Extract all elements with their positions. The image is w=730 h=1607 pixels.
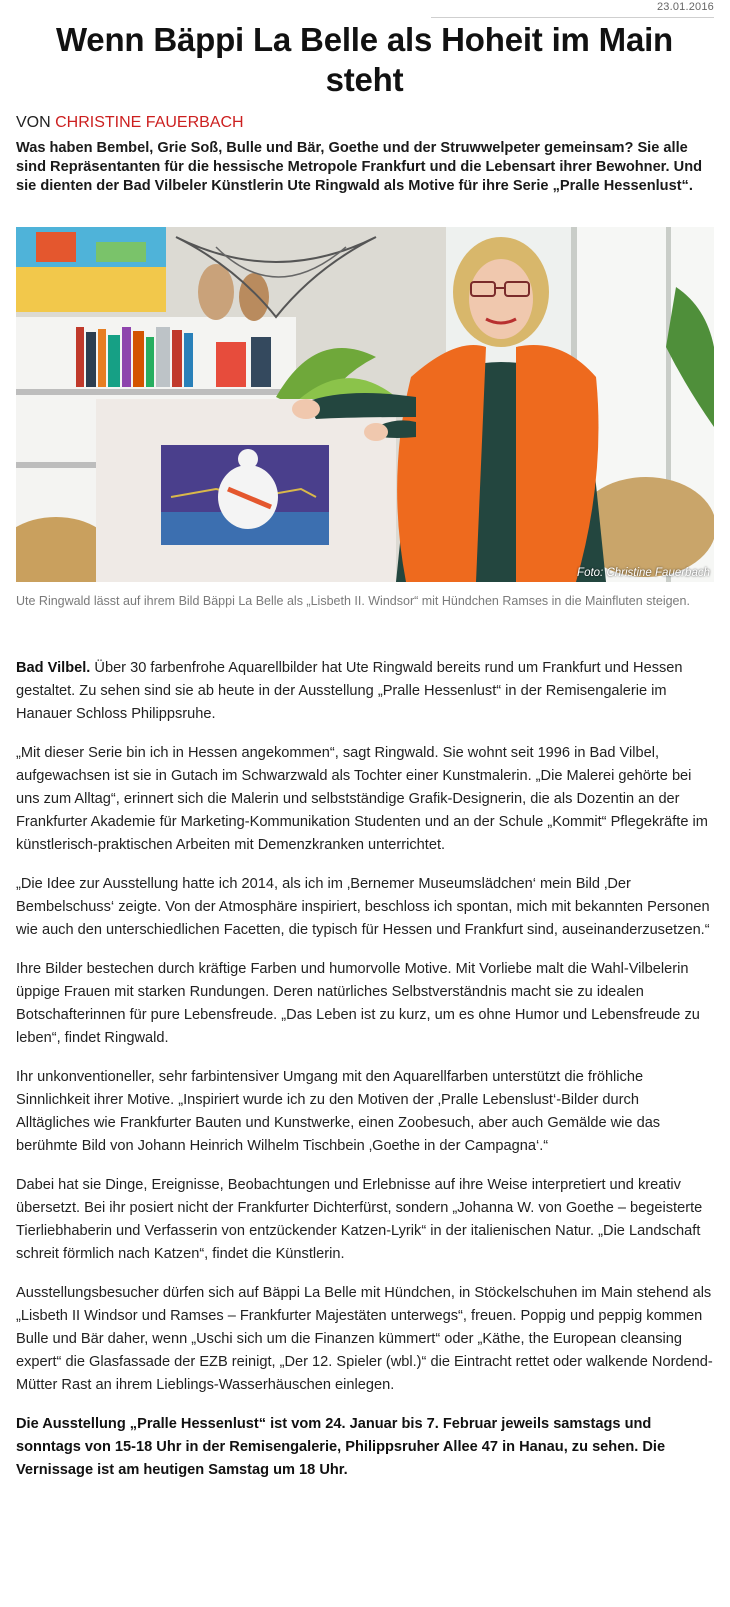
- body-paragraph-1: [16, 657, 713, 726]
- article-lead: Was haben Bembel, Grie Soß, Bulle und Bär, Goethe und der Struwwelpeter gemeinsam? Sie alle sind Repräsentanten für die hessische Metropole Frankfurt und die Lebensart ihrer Bewohner. Und sie dienten der Bad Vilbeler Künstlerin Ute Ringwald als Motive für ihre Serie „Pralle Hessenlust“.: [16, 140, 703, 194]
- body-paragraph-5: Ihr unkonventioneller, sehr farbintensiver Umgang mit den Aquarellfarben unterstützt die fröhliche Sinnlichkeit ihrer Motive. „Inspiriert wurde ich zu den Motiven der ‚Pralle Lebenslust‘-Bilder durch Alltägliches wie Frankfurter Bauten und Kunstwerke, einen Zoobesuch, aber auch Gemälde wie das berühmte Bild von Johann Heinrich Wilhelm Tischbein ‚Goethe in der Campagna‘.“: [16, 1069, 661, 1154]
- article-photo[interactable]: [16, 227, 714, 582]
- body-paragraph-1-text: Über 30 farbenfrohe Aquarellbilder hat Ute Ringwald bereits rund um Frankfurt und Hessen gestaltet. Zu sehen sind sie ab heute in der Ausstellung „Pralle Hessenlust“ in der Remisengalerie im Hanauer Schloss Philippsruhe.: [16, 660, 683, 722]
- byline-prefix: VON: [16, 114, 56, 131]
- dateline: Bad Vilbel.: [16, 660, 91, 676]
- photo-illustration: [16, 227, 714, 582]
- closing-info: Die Ausstellung „Pralle Hessenlust“ ist vom 24. Januar bis 7. Februar jeweils samstags und sonntags von 15-18 Uhr in der Remisengalerie, Philippsruher Allee 47 in Hanau, zu sehen. Die Vernissage ist am heutigen Samstag um 18 Uhr.: [16, 1416, 666, 1478]
- byline: [16, 113, 244, 133]
- body-paragraph-4: Ihre Bilder bestechen durch kräftige Farben und humorvolle Motive. Mit Vorliebe malt die Wahl-Vilbelerin üppige Frauen mit starken Rundungen. Deren natürliches Selbstverständnis macht sie zu idealen Botschafterinnen für pure Lebensfreude. „Das Leben ist zu kurz, um es ohne Humor und Lebensfreude zu leben“, findet Ringwald.: [16, 961, 700, 1046]
- article-headline: Wenn Bäppi La Belle als Hoheit im Main steht: [55, 21, 674, 98]
- publish-date: 23.01.2016: [656, 1, 714, 13]
- photo-credit: Foto: Christine Fauerbach: [577, 567, 710, 579]
- body-paragraph-7: Ausstellungsbesucher dürfen sich auf Bäppi La Belle mit Hündchen, in Stöckelschuhen im Main stehend als „Lisbeth II Windsor und Ramses – Frankfurter Majestäten unterwegs“, freuen. Poppig und peppig kommen Bulle und Bär daher, wenn „Uschi sich um die Finanzen kümmert“ oder „Käthe, the European cleansing expert“ die Glasfassade der EZB reinigt, „Der 12. Spieler (wbl.)“ die Eintracht rettet oder walkende Nordend-Mütter Rast an ihrem Lieblings-Wasserhäuschen einlegen.: [16, 1285, 713, 1393]
- article-body: [16, 657, 713, 1498]
- body-paragraph-6: Dabei hat sie Dinge, Ereignisse, Beobachtungen und Erlebnisse auf ihre Weise interpretiert und kreativ übersetzt. Bei ihr posiert nicht der Frankfurter Dichterfürst, sondern „Johanna W. von Goethe – begeisterte Tierliebhaberin und Verfasserin von entzückender Katzen-Lyrik“ in der italienischen Natur. „Die Landschaft schreit förmlich nach Katzen“, findet die Künstlerin.: [16, 1177, 703, 1262]
- body-paragraph-2: „Mit dieser Serie bin ich in Hessen angekommen“, sagt Ringwald. Sie wohnt seit 1996 in Bad Vilbel, aufgewachsen ist sie in Gutach im Schwarzwald als Tochter einer Kunstmalerin. „Die Malerei gehörte bei uns zum Alltag“, erinnert sich die Malerin und selbstständige Grafik-Designerin, die als Dozentin an der Frankfurter Akademie für Marketing-Kommunikation Studenten und an der Schule „Kommit“ Pflegekräfte im künstlerisch-praktischen Arbeiten mit Demenzkranken unterrichtet.: [16, 745, 708, 853]
- photo-caption: Ute Ringwald lässt auf ihrem Bild Bäppi La Belle als „Lisbeth II. Windsor“ mit Hündchen Ramses in die Mainfluten steigen.: [16, 594, 690, 608]
- date-bar: [431, 0, 714, 18]
- body-paragraph-3: „Die Idee zur Ausstellung hatte ich 2014, als ich im ‚Bernemer Museumslädchen‘ mein Bild ‚Der Bembelschuss‘ zeigte. Von der Atmosphäre inspiriert, beschloss ich spontan, mich mit bekannten Personen wie auch den unterschiedlichen Facetten, die typisch für Hessen und Frankfurt sind, auseinanderzusetzen.“: [16, 876, 710, 938]
- author-link[interactable]: CHRISTINE FAUERBACH: [55, 114, 244, 131]
